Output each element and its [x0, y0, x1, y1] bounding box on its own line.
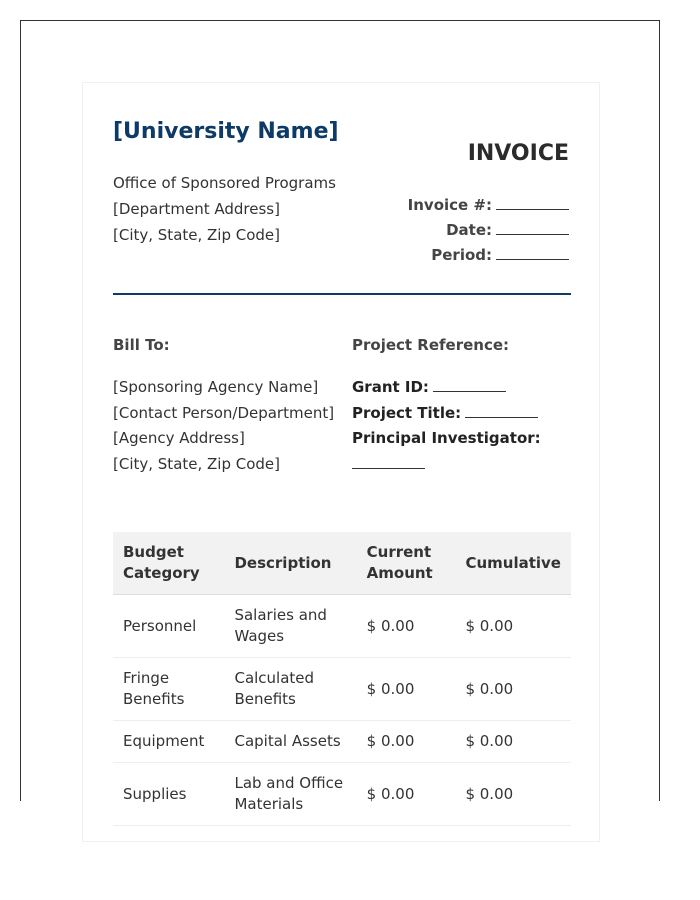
row-cumulative: $ 0.00 [455, 595, 571, 658]
invoice-title: INVOICE [467, 141, 569, 166]
header-divider [113, 293, 571, 295]
university-name: [University Name] [113, 119, 339, 144]
invoice-period-label: Period: [431, 246, 492, 264]
pi-blank [352, 454, 425, 469]
invoice-number-blank [496, 195, 569, 210]
agency-address: [Agency Address] [113, 429, 245, 447]
agency-name: [Sponsoring Agency Name] [113, 378, 319, 396]
invoice-period-row [408, 243, 569, 268]
grant-id-blank [433, 377, 506, 392]
invoice-date-row [408, 218, 569, 243]
row-description: Capital Assets [224, 721, 356, 763]
project-title-blank [465, 403, 538, 418]
grant-id-label: Grant ID: [352, 378, 429, 396]
budget-table-header [113, 532, 571, 595]
header-cumulative: Cumulative [455, 532, 571, 595]
invoice-date-blank [496, 220, 569, 235]
row-category: Supplies [113, 763, 224, 826]
table-row [113, 658, 571, 721]
row-category: Personnel [113, 595, 224, 658]
invoice-period-blank [496, 245, 569, 260]
invoice-number-label: Invoice #: [407, 196, 492, 214]
invoice-date-label: Date: [446, 221, 492, 239]
budget-table [113, 532, 571, 826]
project-reference-block [352, 375, 541, 477]
sender-address-block [113, 170, 336, 248]
row-current-amount: $ 0.00 [357, 595, 456, 658]
row-current-amount: $ 0.00 [357, 658, 456, 721]
sender-city-state-zip: [City, State, Zip Code] [113, 226, 281, 244]
office-name: Office of Sponsored Programs [113, 174, 336, 192]
row-category: Fringe Benefits [113, 658, 224, 721]
table-row [113, 595, 571, 658]
header-current-amount: Current Amount [357, 532, 456, 595]
row-description: Salaries and Wages [224, 595, 356, 658]
row-cumulative: $ 0.00 [455, 763, 571, 826]
agency-city-state-zip: [City, State, Zip Code] [113, 454, 281, 473]
project-title-label: Project Title: [352, 403, 462, 422]
header-budget-category: Budget Category [113, 532, 224, 595]
invoice-number-row [408, 193, 569, 218]
row-cumulative: $ 0.00 [455, 658, 571, 721]
row-cumulative: $ 0.00 [455, 721, 571, 763]
row-current-amount: $ 0.00 [357, 721, 456, 763]
project-title-row [352, 401, 541, 427]
agency-contact: [Contact Person/Department] [113, 403, 335, 422]
row-description: Lab and Office Materials [224, 763, 356, 826]
invoice-page [82, 82, 600, 842]
bill-to-label: Bill To: [113, 336, 170, 354]
row-current-amount: $ 0.00 [357, 763, 456, 826]
department-address: [Department Address] [113, 200, 280, 218]
pi-row [352, 426, 541, 452]
pi-blank-row [352, 452, 541, 478]
pi-label: Principal Investigator: [352, 429, 541, 447]
invoice-meta [408, 193, 569, 268]
table-row [113, 763, 571, 826]
header-description: Description [224, 532, 356, 595]
row-category: Equipment [113, 721, 224, 763]
table-row [113, 721, 571, 763]
row-description: Calculated Benefits [224, 658, 356, 721]
bill-to-block [113, 375, 334, 477]
grant-id-row [352, 375, 541, 401]
document-viewport [20, 20, 660, 813]
project-reference-label: Project Reference: [352, 336, 510, 354]
